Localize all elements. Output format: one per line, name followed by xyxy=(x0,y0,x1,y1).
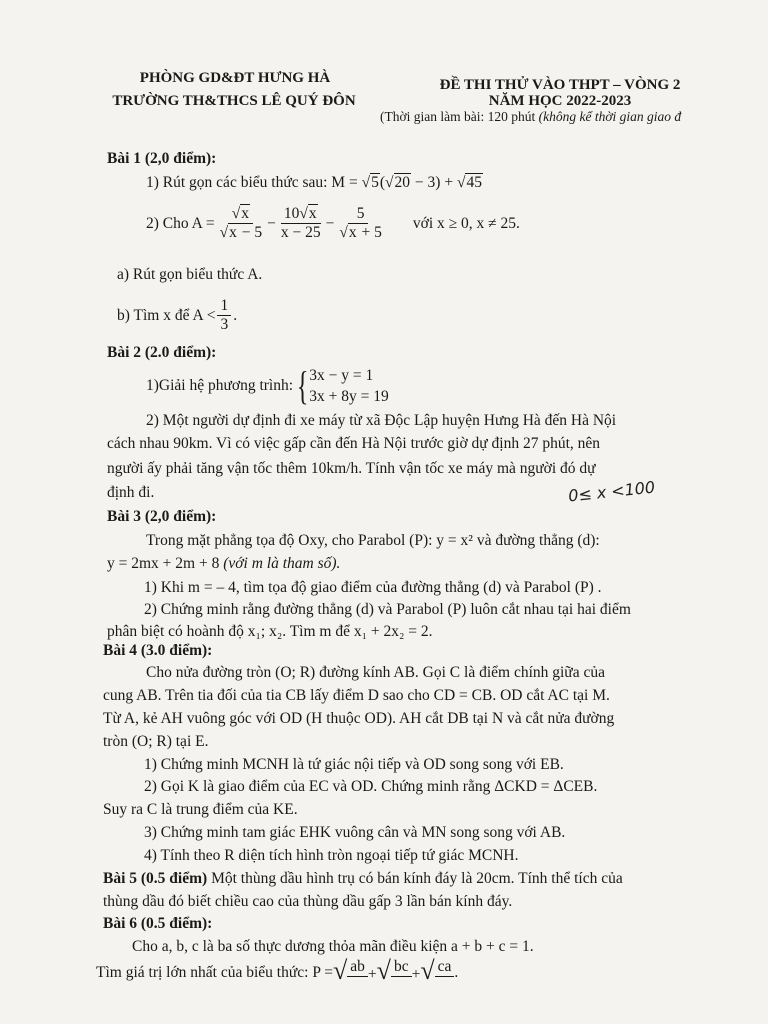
bai4-line8: 3) Chứng minh tam giác EHK vuông cân và MN song song với AB. xyxy=(144,824,566,841)
bai1-q1: 1) Rút gọn các biểu thức sau: M = √ 5(√ 20 − 3) + √ 45 xyxy=(146,172,483,194)
bai4-line4: tròn (O; R) tại E. xyxy=(103,733,209,750)
bai6-title: Bài 6 (0.5 điểm): xyxy=(103,915,213,932)
bai2-q1: 1)Giải hệ phương trình: { 3x − y = 1 3x + 8y = 19 xyxy=(146,363,389,408)
bai1-qa: a) Rút gọn biểu thức A. xyxy=(117,266,263,283)
bai6-line1: Cho a, b, c là ba số thực dương thỏa mãn điều kiện a + b + c = 1. xyxy=(132,938,534,955)
bai1-qb: b) Tìm x để A < $\frac{1}{3}$ . xyxy=(117,297,238,333)
bai2-q2-line1: 2) Một người dự định đi xe máy từ xã Độc Lập huyện Hưng Hà đến Hà Nội xyxy=(146,412,617,429)
bai3-line3: 1) Khi m = – 4, tìm tọa độ giao điểm của đường thẳng (d) và Parabol (P) . xyxy=(144,579,602,596)
bai4-line7: Suy ra C là trung điểm của KE. xyxy=(103,801,298,818)
bai5-line1: Bài 5 (0.5 điểm) Một thùng dầu hình trụ có bán kính đáy là 20cm. Tính thể tích của xyxy=(103,870,623,887)
bai1-q2: 2) Cho A = √ x √ x − 5 − $\frac{10√ x}{x - 25}$ − 5 √ x + 5 với x ≥ 0, x ≠ 25. xyxy=(146,205,520,242)
bai4-line3: Từ A, kẻ AH vuông góc với OD (H thuộc OD). AH cắt DB tại N và cắt nửa đường xyxy=(103,710,615,727)
bai1-title: Bài 1 (2,0 điểm): xyxy=(107,150,217,167)
header-time: (Thời gian làm bài: 120 phút (không kể thời gian giao đ xyxy=(380,109,682,124)
bai4-line5: 1) Chứng minh MCNH là tứ giác nội tiếp và OD song song với EB. xyxy=(144,756,564,773)
bai4-line9: 4) Tính theo R diện tích hình tròn ngoại tiếp tứ giác MCNH. xyxy=(144,847,519,864)
handwritten-note: 0≤ x <100 xyxy=(567,477,656,506)
bai2-q2-line3: người ấy phải tăng vận tốc thêm 10km/h. Tính vận tốc xe máy mà người đó dự xyxy=(107,460,596,477)
bai3-line2: y = 2mx + 2m + 8 (với m là tham số). xyxy=(107,555,341,572)
bai2-q2-line2: cách nhau 90km. Vì có việc gấp cần đến Hà Nội trước giờ dự định 27 phút, nên xyxy=(107,435,601,452)
bai4-title: Bài 4 (3.0 điểm): xyxy=(103,642,213,659)
bai4-line2: cung AB. Trên tia đối của tia CB lấy điểm D sao cho CD = CB. OD cắt AC tại M. xyxy=(103,687,610,704)
bai6-line2: Tìm giá trị lớn nhất của biểu thức: P = √ ab + √ bc + √ ca . xyxy=(96,956,459,985)
header-school: TRƯỜNG TH&THCS LÊ QUÝ ĐÔN xyxy=(112,93,356,109)
header-department: PHÒNG GD&ĐT HƯNG HÀ xyxy=(139,70,331,86)
bai2-q2-line4: định đi. xyxy=(107,484,155,501)
bai3-line4: 2) Chứng minh rằng đường thẳng (d) và Parabol (P) luôn cắt nhau tại hai điểm xyxy=(144,601,631,618)
header-exam-title: ĐỀ THI THỬ VÀO THPT – VÒNG 2 xyxy=(439,77,681,93)
bai4-line1: Cho nửa đường tròn (O; R) đường kính AB. Gọi C là điểm chính giữa của xyxy=(146,664,605,681)
header-school-year: NĂM HỌC 2022-2023 xyxy=(488,93,632,109)
bai5-line2: thùng dầu đó biết chiều cao của thùng dầu gấp 3 lần bán kính đáy. xyxy=(103,893,513,910)
bai3-line1: Trong mặt phẳng tọa độ Oxy, cho Parabol (P): y = x² và đường thẳng (d): xyxy=(146,532,600,549)
bai2-title: Bài 2 (2.0 điểm): xyxy=(107,344,217,361)
bai3-title: Bài 3 (2,0 điểm): xyxy=(107,508,217,525)
bai4-line6: 2) Gọi K là giao điểm của EC và OD. Chứng minh rằng ΔCKD = ΔCEB. xyxy=(144,778,598,795)
bai3-line5: phân biệt có hoành độ x₁; x₂. Tìm m để x₁ + 2x₂ = 2. xyxy=(107,623,433,640)
